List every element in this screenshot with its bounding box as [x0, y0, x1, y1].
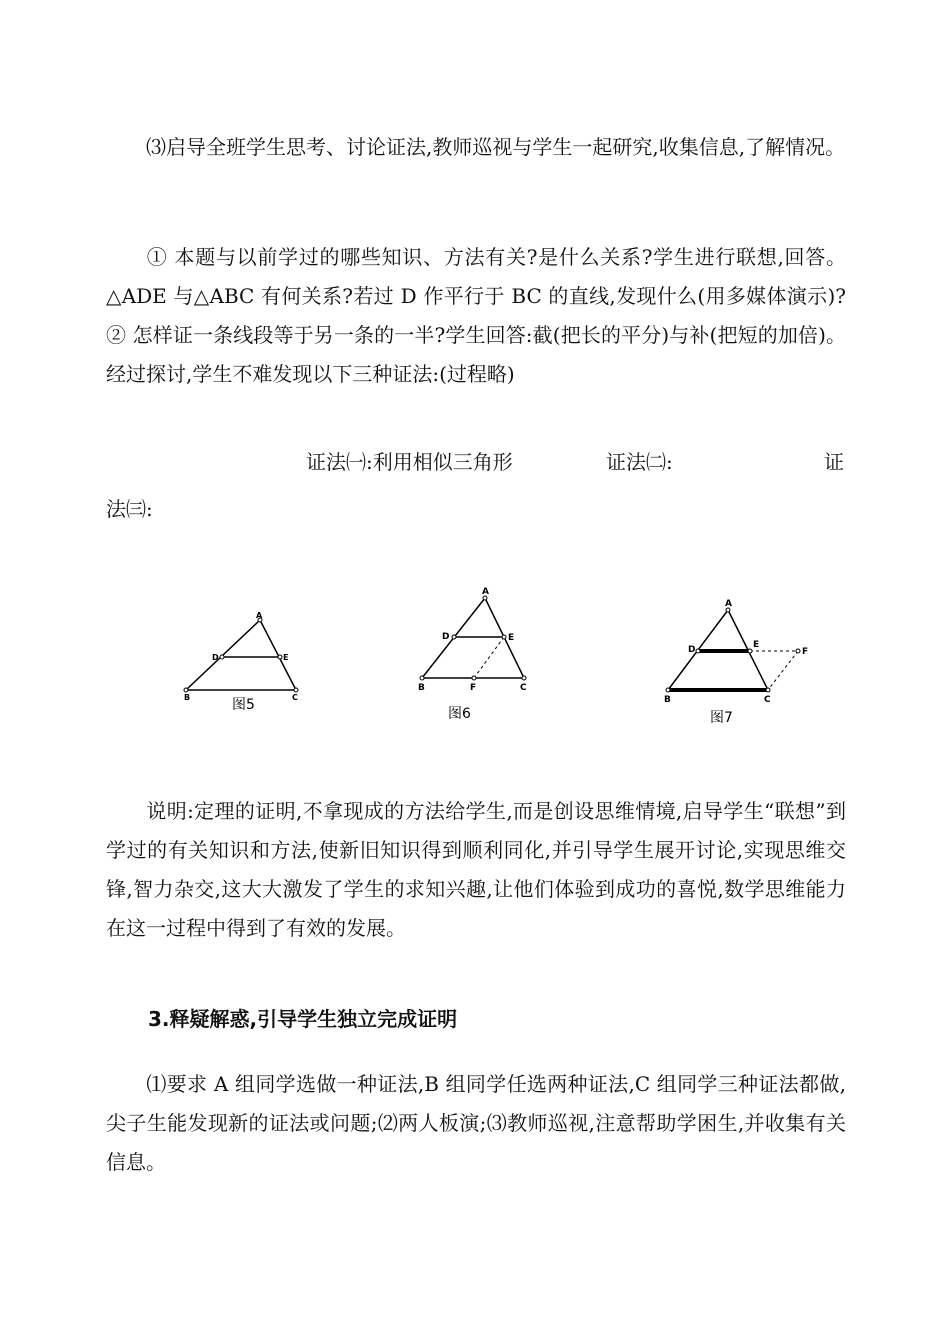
fig5-label-d: D — [212, 653, 219, 662]
fig6-label-c: C — [520, 683, 527, 693]
proof-method-3-part2: 法㈢: — [106, 497, 153, 521]
fig6-label-b: B — [418, 683, 425, 693]
fig7-label-c: C — [764, 695, 771, 705]
fig7-label-a: A — [725, 599, 732, 609]
fig6-label-e: E — [508, 633, 515, 643]
paragraph-discussion-text: ⑶启导全班学生思考、讨论证法,教师巡视与学生一起研究,收集信息,了解情况。 — [146, 135, 846, 159]
fig6-caption: 图6 — [448, 706, 471, 722]
fig7-label-b: B — [664, 695, 671, 705]
fig6-label-d: D — [442, 632, 450, 642]
fig5-label-b: B — [184, 693, 191, 702]
fig7-label-d: D — [688, 645, 696, 655]
fig7-caption: 图7 — [710, 710, 733, 726]
figure-6 — [412, 584, 542, 724]
fig5-label-e: E — [283, 653, 289, 662]
paragraph-questions — [106, 238, 846, 394]
paragraph-discussion — [106, 128, 846, 167]
section-heading: 3.释疑解惑,引导学生独立完成证明 — [148, 1007, 458, 1031]
figure-7 — [660, 596, 820, 728]
paragraph-tasks — [106, 1065, 846, 1182]
fig5-label-c: C — [292, 693, 298, 702]
fig7-label-f: F — [802, 647, 809, 657]
proof-method-2: 证法㈡: — [606, 450, 673, 474]
figure-5 — [176, 612, 312, 720]
fig5-label-a: A — [256, 612, 263, 620]
paragraph-tasks-text: ⑴要求 A 组同学选做一种证法,B 组同学任选两种证法,C 组同学三种证法都做,尖子生能发现新的证法或问题;⑵两人板演;⑶教师巡视,注意帮助学困生,并收集有关信息。 — [106, 1072, 846, 1174]
fig6-label-a: A — [482, 587, 489, 597]
paragraph-questions-text: ① 本题与以前学过的哪些知识、方法有关?是什么关系?学生进行联想,回答。△ADE 与△ABC 有何关系?若过 D 作平行于 BC 的直线,发现什么(用多媒体演示)?② 怎样证一条线段等于另一条的一半?学生回答:截(把长的平分)与补(把短的加倍)。经过探讨,学生不难发现以下三种证法:(过程略) — [106, 245, 846, 386]
fig6-label-f: F — [470, 683, 477, 693]
paragraph-explanation-text: 说明:定理的证明,不拿现成的方法给学生,而是创设思维情境,启导学生“联想”到学过的有关知识和方法,使新旧知识得到顺利同化,并引导学生展开讨论,实现思维交锋,智力杂交,这大大激发了学生的求知兴趣,让他们体验到成功的喜悦,数学思维能力在这一过程中得到了有效的发展。 — [106, 799, 846, 940]
proof-method-3-part1: 证 — [824, 450, 844, 474]
proof-method-1: 证法㈠:利用相似三角形 — [306, 450, 513, 474]
paragraph-explanation — [106, 792, 846, 948]
fig7-label-e: E — [753, 640, 760, 650]
fig5-caption: 图5 — [232, 697, 255, 713]
